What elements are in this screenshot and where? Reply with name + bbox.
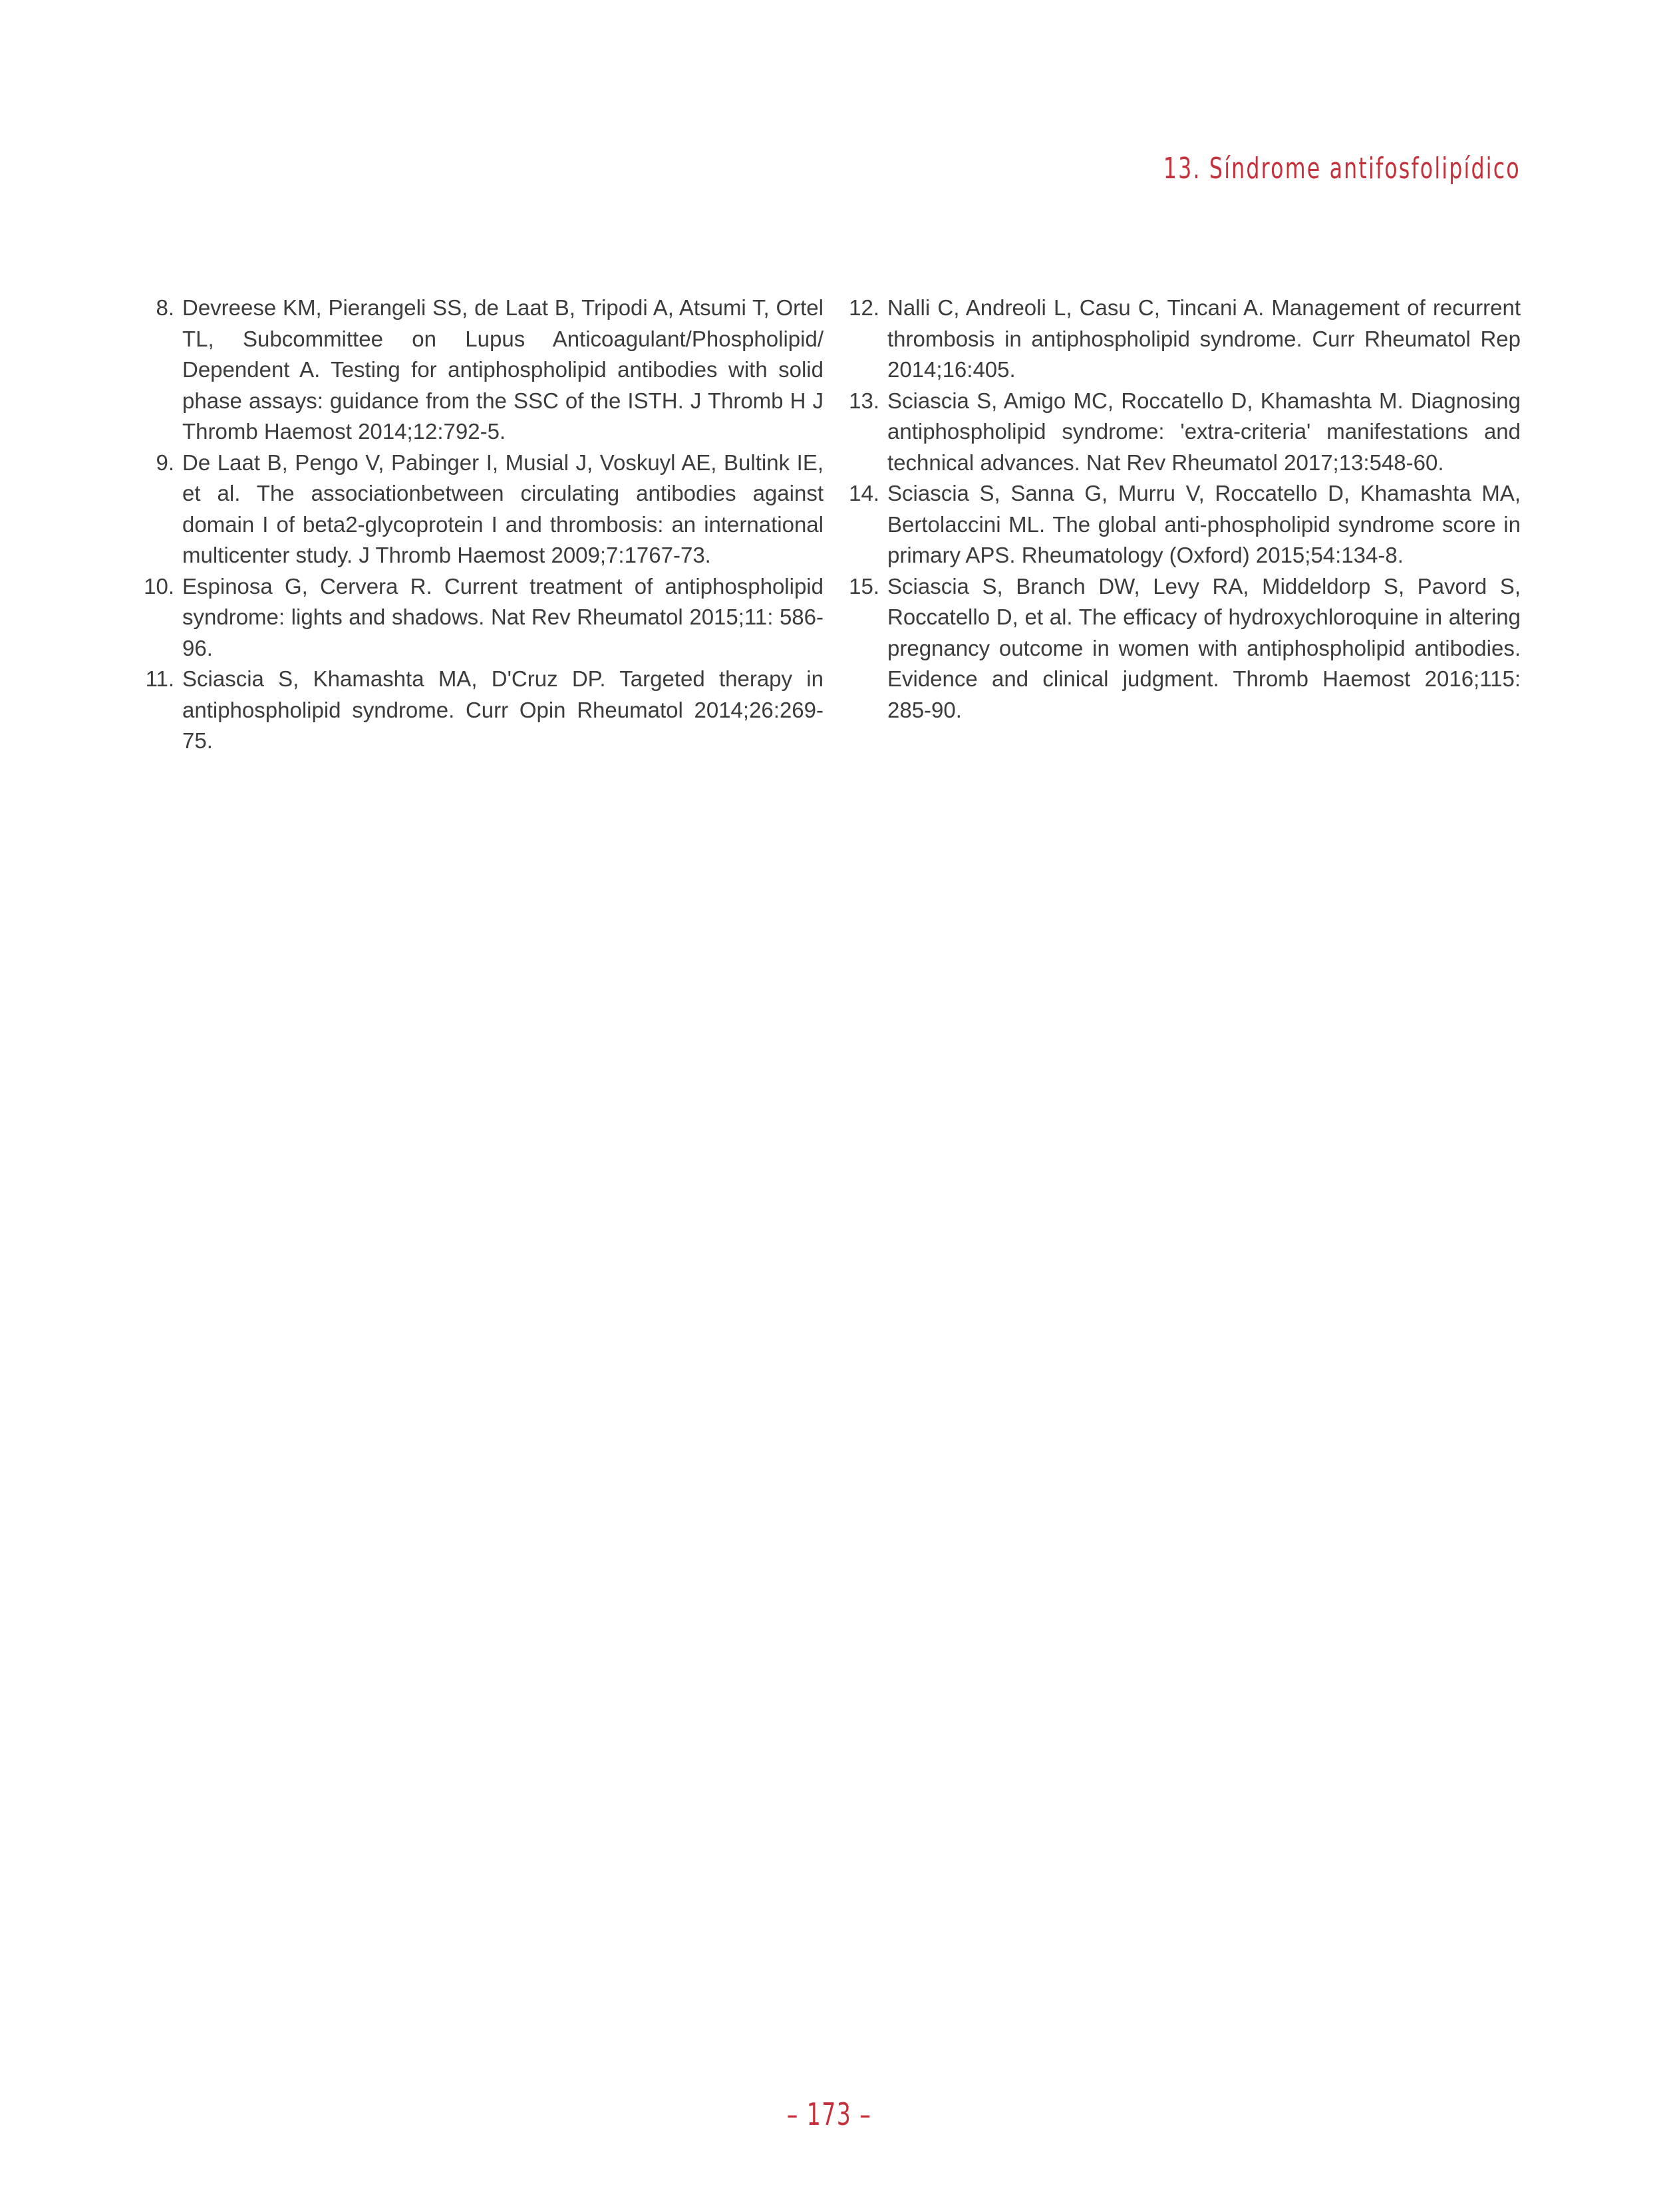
reference-column-right — [845, 293, 1521, 726]
page-number-text: – 173 – — [787, 2096, 872, 2132]
reference-text: Sciascia S, Branch DW, Levy RA, Middeldorp S, Pavord S, Roccatello D, et al. The efficacy of hydroxychloroquine in altering pregnancy outcome in women with antiphospholipid antibodies. Evidence and clinical judgment. Thromb Haemost 2016;115: 285-90. — [887, 573, 1521, 722]
reference-item — [845, 478, 1521, 571]
reference-list — [0, 293, 1659, 758]
reference-text: Nalli C, Andreoli L, Casu C, Tincani A. Management of recurrent thrombosis in antiphospholipid syndrome. Curr Rheumatol Rep 2014;16:405. — [887, 295, 1521, 382]
reference-item — [140, 664, 824, 757]
reference-text: De Laat B, Pengo V, Pabinger I, Musial J, Voskuyl AE, Bultink IE, et al. The associationbetween circulating antibodies against domain I of beta2-glycoprotein I and thrombosis: an international multicenter study. J Thromb Haemost 2009;7:1767-73. — [182, 450, 824, 567]
reference-text: Sciascia S, Sanna G, Murru V, Roccatello D, Khamashta MA, Bertolaccini ML. The global anti-phospholipid syndrome score in primary APS. Rheumatology (Oxford) 2015;54:134-8. — [887, 481, 1521, 567]
reference-number: 12. — [849, 295, 879, 320]
running-header-chapter-title: 13. Síndrome antifosfolipídico — [1163, 152, 1521, 186]
reference-text: Espinosa G, Cervera R. Current treatment of antiphospholipid syndrome: lights and shadows. Nat Rev Rheumatol 2015;11: 586-96. — [182, 573, 824, 660]
reference-text: Sciascia S, Khamashta MA, D'Cruz DP. Targeted therapy in antiphospholipid syndrome. Curr Opin Rheumatol 2014;26:269-75. — [182, 666, 824, 753]
reference-number: 13. — [849, 388, 879, 413]
reference-number: 15. — [849, 573, 879, 599]
reference-column-left — [140, 293, 824, 757]
reference-item — [845, 293, 1521, 386]
reference-text: Sciascia S, Amigo MC, Roccatello D, Khamashta M. Diagnosing antiphospholipid syndrome: 'extra-criteria' manifestations and technical advances. Nat Rev Rheumatol 2017;13:548-60. — [887, 388, 1521, 475]
reference-item — [845, 386, 1521, 479]
reference-number: 14. — [849, 481, 879, 505]
reference-item — [140, 448, 824, 571]
reference-number: 11. — [145, 666, 174, 691]
reference-number: 9. — [156, 450, 174, 475]
reference-number: 10. — [144, 573, 174, 599]
reference-item — [140, 293, 824, 448]
reference-text: Devreese KM, Pierangeli SS, de Laat B, Tripodi A, Atsumi T, Ortel TL, Subcommittee on Lupus Anticoagulant/Phospholipid/ Dependent A. Testing for antiphospholipid antibodies with solid phase assays: guidance from the SSC of the ISTH. J Thromb H J Thromb Haemost 2014;12:792-5. — [182, 295, 824, 444]
reference-item — [140, 571, 824, 664]
page-number — [0, 2096, 1659, 2132]
reference-item — [845, 571, 1521, 726]
reference-number: 8. — [156, 295, 174, 320]
